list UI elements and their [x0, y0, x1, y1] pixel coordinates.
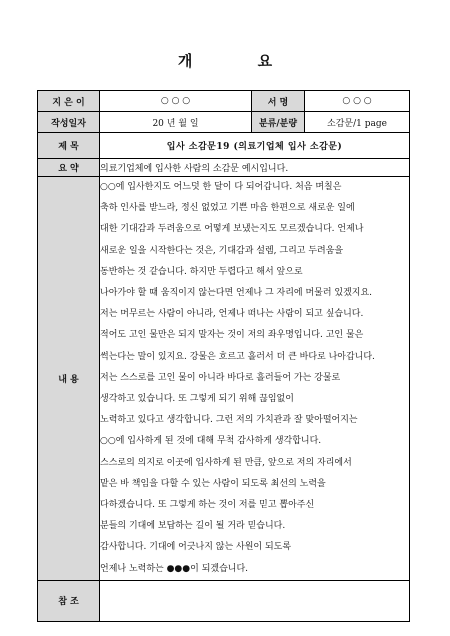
reference-value	[100, 580, 410, 621]
content-line: 동반하는 것 같습니다. 하지만 두렵다고 해서 앞으로	[100, 266, 303, 277]
content-line: 새로운 일을 시작한다는 것은, 기대감과 설렘, 그리고 두려움을	[100, 245, 344, 256]
summary-label: 요 약	[38, 159, 100, 177]
content-line: 언제나 노력하는 ●●●이 되겠습니다.	[100, 563, 249, 574]
category-value: 소감문/1 page	[305, 112, 410, 133]
writer-label: 지 은 이	[38, 91, 100, 112]
summary-table	[37, 90, 410, 622]
content-line: 생각하고 있습니다. 또 그렇게 되기 위해 끊임없이	[100, 394, 294, 405]
content-line: 감사합니다. 기대에 어긋나지 않는 사원이 되도록	[100, 542, 292, 553]
reference-label: 참 조	[38, 580, 100, 621]
subject-value: 입사 소감문19 (의료기업체 입사 소감문)	[100, 133, 410, 159]
content-line: 썩는다는 말이 있지요. 강물은 흐르고 흘러서 더 큰 바다로 나아갑니다.	[100, 351, 375, 362]
content-line: 나아가야 할 때 움직이지 않는다면 언제나 그 자리에 머물러 있겠지요.	[100, 288, 373, 299]
content-line: 대한 기대감과 두려움으로 어떻게 보냈는지도 모르겠습니다. 언제나	[100, 224, 364, 235]
page-title: 개 요	[177, 52, 303, 70]
date-value: 20 년 월 일	[100, 112, 252, 133]
content-line: 저는 스스로를 고인 물이 아니라 바다로 흘러들어 가는 강물로	[100, 372, 341, 383]
content-line: 적어도 고인 물만은 되지 말자는 것이 저의 좌우명입니다. 고인 물은	[100, 330, 364, 341]
signature-value: ○ ○ ○	[305, 91, 410, 112]
content-label: 내 용	[38, 177, 100, 581]
content-line: ○○에 입사한지도 어느덧 한 달이 다 되어갑니다. 처음 며칠은	[100, 182, 342, 192]
summary-value: 의료기업체에 입사한 사람의 소감문 예시입니다.	[100, 159, 410, 177]
content-line: ○○에 입사하게 된 것에 대해 무척 감사하게 생각합니다.	[100, 436, 322, 447]
content-line: 축하 인사를 받느라, 정신 없었고 기쁜 마음 한편으로 새로운 일에	[100, 203, 355, 214]
content-body	[100, 177, 410, 581]
content-line: 스스로의 의지로 이곳에 입사하게 된 만큼, 앞으로 저의 자리에서	[100, 457, 352, 468]
content-line: 분들의 기대에 보답하는 길이 될 거라 믿습니다.	[100, 521, 286, 532]
content-line: 다하겠습니다. 또 그렇게 하는 것이 저를 믿고 뽑아주신	[100, 500, 315, 511]
date-label: 작성일자	[38, 112, 100, 133]
writer-value: ○ ○ ○	[100, 91, 252, 112]
content-line: 노력하고 있다고 생각합니다. 그런 저의 가치관과 잘 맞아떨어지는	[100, 415, 358, 426]
signature-label: 서 명	[252, 91, 305, 112]
content-line: 저는 머무르는 사람이 아니라, 언제나 떠나는 사람이 되고 싶습니다.	[100, 309, 364, 320]
subject-label: 제 목	[38, 133, 100, 159]
category-label: 분류/분량	[252, 112, 305, 133]
content-line: 맡은 바 책임을 다할 수 있는 사람이 되도록 최선의 노력을	[100, 478, 326, 489]
